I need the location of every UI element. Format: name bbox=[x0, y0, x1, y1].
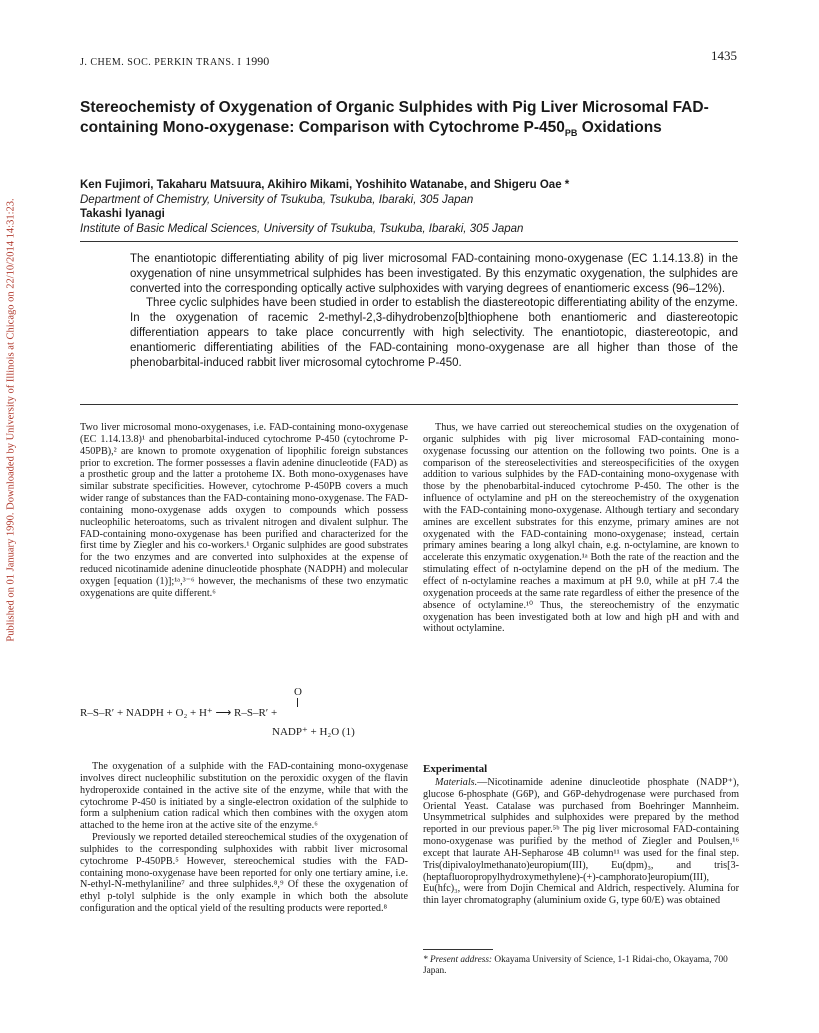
intro-paragraph-2: The oxygenation of a sulphide with the FAD-containing mono-oxygenase involves direct nucleophilic substitution on the peroxidic oxygen of the flavin hydroperoxide contained in the active site of the enzyme, while that with the cytochrome P-450 is initiated by a single-electron oxidation of the sulphide to form a sulphenium cation radical which then combines with the oxygen atom attached to the heme iron at the active site of the enzyme.⁶ bbox=[80, 761, 408, 832]
page-number: 1435 bbox=[711, 48, 737, 63]
journal-year: 1990 bbox=[245, 54, 270, 68]
title-tail: Oxidations bbox=[581, 119, 662, 136]
equation-1 bbox=[80, 686, 408, 756]
footnote-rule bbox=[423, 949, 493, 950]
intro-paragraph-1: Two liver microsomal mono-oxygenases, i.e. FAD-containing mono-oxygenase (EC 1.14.13.8)¹ and phenobarbital-induced cytochrome P-450 (cytochrome P-450PB),² are known to promote oxygenation of lipophilic foreign substances prior to excretion. The former possesses a flavin adenine dinucleotide (FAD) as a prosthetic group and the latter a protoheme IX. Both mono-oxygenases have similar substrate specificities. However, cytochrome P-450PB covers a much wider range of substances than the FAD-containing mono-oxygenase. The FAD-containing mono-oxygenase adds oxygen to compounds which possess nucleophilic heteroatoms, such as trivalent nitrogen and divalent sulphur. The FAD-containing mono-oxygenase has been purified and characterized for the first time by Ziegler and his co-workers.¹ Organic sulphides are good substrates for the two enzymes and are converted into sulphoxides at the expense of reduced nicotinamide adenine dinucleotide phosphate (NADPH) and molecular oxygen [equation (1)];¹ᵃ,³⁻⁶ however, the mechanisms of these two enzymatic oxygenations are quite different.⁶ bbox=[80, 422, 408, 599]
left-column-top bbox=[80, 422, 408, 600]
right-column-top bbox=[423, 422, 739, 635]
download-watermark-text: Published on 01 January 1990. Downloaded by University of Illinois at Chicago on 22/10/2014 14:31:23. bbox=[5, 198, 17, 642]
abstract-bottom-rule bbox=[80, 404, 738, 405]
left-column-bottom bbox=[80, 761, 408, 915]
footnote-label: * Present address: bbox=[423, 955, 493, 965]
affiliation-1: Department of Chemistry, University of Tsukuba, Tsukuba, Ibaraki, 305 Japan bbox=[80, 193, 474, 206]
equation-oxygen: O bbox=[294, 686, 302, 698]
experimental-heading: Experimental bbox=[423, 763, 488, 775]
title-main: Stereochemisty of Oxygenation of Organic Sulphides with Pig Liver Microsomal FAD-containing Mono-oxygenase: Comparison with Cytochrome P-450 bbox=[80, 99, 709, 136]
footnote bbox=[423, 955, 739, 977]
right-column-bottom bbox=[423, 764, 739, 907]
authors-line-2: Takashi Iyanagi bbox=[80, 208, 165, 220]
abstract-top-rule bbox=[80, 241, 738, 242]
running-head bbox=[80, 54, 269, 69]
affiliation-2: Institute of Basic Medical Sciences, University of Tsukuba, Tsukuba, Ibaraki, 305 Japan bbox=[80, 222, 524, 235]
materials-text: —Nicotinamide adenine dinucleotide phosphate (NADP⁺), glucose 6-phosphate (G6P), and G6P-dehydrogenase were purchased from Oriental Yeast. Catalase was purchased from Boehringer Mannheim. Unsymmetrical sulphides and sulphoxides were prepared by the method reported in our previous paper.⁵ᵇ The pig liver microsomal FAD-containing mono-oxygenase was purified by the method of Ziegler and Poulsen,¹⁶ except that laurate AH-Sepharose 4B column¹¹ was used for the final step. Tris(dipivaloylmethanato)europium(III), Eu(dpm)₃, and tris[3-(heptafluoropropylhydroxymethylene)-(+)-camphorato]europium(III), Eu(hfc)₃, were from Dojin Chemical and Aldrich, respectively. Alumina for thin layer chromatography (aluminium oxide G, type 60/E) was obtained bbox=[423, 776, 739, 907]
abstract bbox=[130, 252, 738, 370]
authors-line-1: Ken Fujimori, Takaharu Matsuura, Akihiro Mikami, Yoshihito Watanabe, and Shigeru Oae * bbox=[80, 179, 570, 191]
download-watermark bbox=[4, 190, 18, 650]
author-block bbox=[80, 178, 760, 236]
intro-paragraph-4: Thus, we have carried out stereochemical studies on the oxygenation of organic sulphides with pig liver microsomal FAD-containing mono-oxygenase focussing our attention on the following two points. One is a comparison of the stereoselectivities and stereospecificities of the oxygen addition to various sulphides by the FAD-containing mono-oxygenase with those by the phenobarbital-induced cytochrome P-450. The other is the influence of octylamine and pH on the stereochemistry of the oxygenation with the FAD-containing mono-oxygenase. Although tertiary and secondary amines are excellent substrates for this enzyme, primary amines are not oxygenated with the FAD-containing mono-oxygenase; instead, certain primary amines bearing a long alkyl chain, e.g. n-octylamine, are known to accelerate this enzymatic oxygenation.¹ᵃ Both the rate of the reaction and the stimulating effect of n-octylamine depend on the pH of the medium. The effect of n-octylamine reaches a maximum at pH 9.0, while at pH 7.4 the oxygenation proceeds at the same rate regardless of either the presence of the absence of octylamine.¹⁰ Thus, the stereochemistry of the enzymatic oxygenation has been investigated both at low and high pH and with and without octylamine. bbox=[423, 422, 739, 635]
footnote-text: Okayama University of Science, 1-1 Ridai-cho, Okayama, 700 Japan. bbox=[423, 955, 728, 976]
equation-line-1: R–S–R′ + NADPH + O₂ + H⁺ ⟶ R–S–R′ + bbox=[80, 707, 278, 719]
abstract-paragraph-2: Three cyclic sulphides have been studied in order to establish the diastereotopic differentiating ability of the enzyme. In the oxygenation of racemic 2-methyl-2,3-dihydrobenzo[b]thiophene both enantiomeric and diastereotopic differentiation appears to take place concurrently with high selectivity. The enantiotopic, diastereotopic, and enantiomeric differentiating abilities of the FAD-containing mono-oxygenase are all higher than those of the phenobarbital-induced rabbit liver microsomal cytochrome P-450. bbox=[130, 297, 738, 369]
equation-double-bond bbox=[297, 698, 298, 707]
intro-paragraph-3: Previously we reported detailed stereochemical studies of the oxygenation of sulphides to the corresponding sulphoxides with rabbit liver microsomal cytochrome P-450PB.⁵ However, stereochemical studies with the FAD-containing mono-oxygenase have been reported for only one tertiary amine, i.e. N-ethyl-N-methylaniline⁷ and three sulphides.⁸,⁹ Of these the oxygenation of ethyl p-tolyl sulphide is the only example in which both the absolute configuration and the optical yield of the resulting products were reported.⁸ bbox=[80, 832, 408, 915]
materials-paragraph bbox=[423, 777, 739, 907]
abstract-paragraph-1: The enantiotopic differentiating ability of pig liver microsomal FAD-containing mono-oxygenase (EC 1.14.13.8) in the oxygenation of nine unsymmetrical sulphides has been investigated. By this enzymatic oxygenation, the sulphides are converted into the corresponding optically active sulphoxides with varying degrees of enantiomeric excess (96–12%). bbox=[130, 253, 738, 295]
materials-label: Materials. bbox=[435, 776, 478, 788]
journal-name: J. CHEM. SOC. PERKIN TRANS. I bbox=[80, 57, 242, 68]
equation-line-2: NADP⁺ + H₂O (1) bbox=[272, 726, 355, 738]
title-subscript: PB bbox=[564, 128, 578, 139]
article-title bbox=[80, 98, 750, 138]
